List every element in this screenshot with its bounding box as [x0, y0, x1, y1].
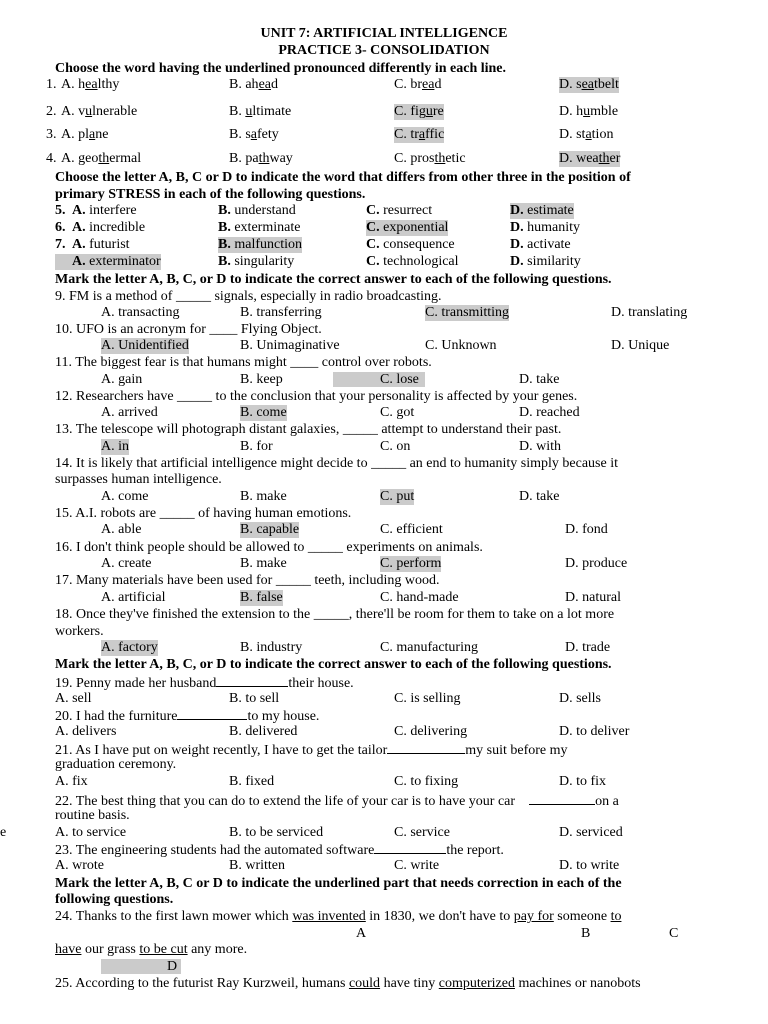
option-a: A. fix: [55, 774, 88, 789]
section5-instruction-line1: Mark the letter A, B, C or D to indicate the underlined part that needs correction in each of the: [55, 876, 622, 891]
option-d: D. Unique: [611, 338, 670, 353]
section2-instruction-line2: primary STRESS in each of the following questions.: [55, 187, 366, 202]
section4-instruction: Mark the letter A, B, C, or D to indicate the correct answer to each of the following questions.: [55, 657, 612, 672]
option-d: D. reached: [519, 405, 580, 420]
question-stem: 22. The best thing that you can do to extend the life of your car is to have your car on a: [55, 794, 619, 809]
option-a: A. exterminator: [55, 254, 161, 270]
option-b: B. come: [240, 405, 287, 420]
question-stem: 17. Many materials have been used for _____ teeth, including wood.: [55, 573, 440, 588]
option-d: D. with: [519, 439, 561, 454]
option-d: D. similarity: [510, 254, 581, 269]
q24-label-d: D: [167, 959, 178, 974]
option-c: C. put: [380, 489, 415, 504]
question-stem: 19. Penny made her husband their house.: [55, 676, 354, 691]
question-stem: 14. It is likely that artificial intelligence might decide to _____ an end to humanity simply because it: [55, 456, 618, 471]
q24-underline-a: was invented: [292, 909, 366, 924]
answer-blank: [177, 707, 247, 720]
question-stem-cont: surpasses human intelligence.: [55, 472, 222, 487]
option-a: A. create: [101, 556, 152, 571]
option-a: A. plane: [61, 127, 109, 142]
option-d: D. produce: [565, 556, 628, 571]
option-d: D. to deliver: [559, 724, 630, 739]
question-stem: 10. UFO is an acronym for ____ Flying Object.: [55, 322, 322, 337]
option-b: B. make: [240, 556, 287, 571]
option-d: D. translating: [611, 305, 688, 320]
option-d: D. natural: [565, 590, 621, 605]
option-b: B. delivered: [229, 724, 298, 739]
option-d: D. station: [559, 127, 614, 142]
option-b: B. written: [229, 858, 285, 873]
question-number: 1.: [46, 77, 57, 92]
option-d: D. weather: [559, 151, 621, 166]
question-stem: 20. I had the furniture to my house.: [55, 709, 320, 724]
option-c: C. hand-made: [380, 590, 459, 605]
option-b: B. capable: [240, 522, 300, 537]
option-c: C. write: [394, 858, 440, 873]
question-stem: 18. Once they've finished the extension to the _____, there'll be room for them to take on a lot more: [55, 607, 615, 622]
option-b: B. malfunction: [218, 237, 302, 252]
option-c: C. consequence: [366, 237, 455, 252]
section3-instruction: Mark the letter A, B, C, or D to indicate the correct answer to each of the following questions.: [55, 272, 612, 287]
question-stem-cont: graduation ceremony.: [55, 757, 177, 772]
option-b: B. understand: [218, 203, 296, 218]
option-d: D. activate: [510, 237, 571, 252]
question-24-line2: have our grass to be cut any more.: [55, 942, 248, 957]
option-d: D. to fix: [559, 774, 607, 789]
option-b: B. pathway: [229, 151, 293, 166]
option-a: A. vulnerable: [61, 104, 138, 119]
option-a: A. in: [101, 439, 129, 454]
option-c: C. resurrect: [366, 203, 433, 218]
answer-blank: [216, 674, 288, 687]
option-a: A. geothermal: [61, 151, 142, 166]
q24-underline-c: to: [610, 909, 622, 924]
option-c: C. is selling: [394, 691, 461, 706]
question-stem: 21. As I have put on weight recently, I have to get the tailor my suit before my: [55, 743, 568, 758]
option-a: A. wrote: [55, 858, 104, 873]
option-d: D. sells: [559, 691, 601, 706]
option-a: A. futurist: [72, 237, 130, 252]
option-d: D. estimate: [510, 203, 574, 218]
option-d: D. humble: [559, 104, 619, 119]
question-number: 2.: [46, 104, 57, 119]
option-d: D. to write: [559, 858, 620, 873]
option-b: B. false: [240, 590, 283, 605]
option-c: C. technological: [366, 254, 459, 269]
option-a: A. delivers: [55, 724, 117, 739]
question-number: 5.: [55, 203, 66, 218]
q24-underline-b: pay for: [513, 909, 554, 924]
option-c: C. lose: [380, 372, 419, 387]
option-b: B. singularity: [218, 254, 295, 269]
question-stem: 15. A.I. robots are _____ of having human emotions.: [55, 506, 352, 521]
section5-instruction-line2: following questions.: [55, 892, 174, 907]
option-c: C. transmitting: [425, 305, 509, 320]
option-c: C. figure: [394, 104, 444, 119]
option-a: A. incredible: [72, 220, 146, 235]
question-stem-cont: workers.: [55, 624, 104, 639]
option-a: A. sell: [55, 691, 92, 706]
option-b: B. exterminate: [218, 220, 301, 235]
answer-blank: [387, 741, 465, 754]
question-24-line1: 24. Thanks to the first lawn mower which was invented in 1830, we don't have to pay for someone to: [55, 909, 622, 924]
option-d: D. take: [519, 372, 560, 387]
option-b: B. to be serviced: [229, 825, 324, 840]
option-d: D. trade: [565, 640, 611, 655]
section2-instruction-line1: Choose the letter A, B, C or D to indicate the word that differs from other three in the position of: [55, 170, 631, 185]
option-a: A. able: [101, 522, 142, 537]
option-a: A. to service: [55, 825, 127, 840]
question-stem: 13. The telescope will photograph distant galaxies, _____ attempt to understand their past.: [55, 422, 562, 437]
question-number: 7.: [55, 237, 66, 252]
question-stem: 9. FM is a method of _____ signals, especially in radio broadcasting.: [55, 289, 442, 304]
option-a: A. arrived: [101, 405, 158, 420]
option-c: C. delivering: [394, 724, 468, 739]
option-b: B. transferring: [240, 305, 322, 320]
option-b: B. industry: [240, 640, 303, 655]
option-a: A. healthy: [61, 77, 120, 92]
question-stem: 16. I don't think people should be allowed to _____ experiments on animals.: [55, 540, 483, 555]
question-stem: 23. The engineering students had the automated software the report.: [55, 843, 504, 858]
option-c: C. to fixing: [394, 774, 459, 789]
option-c: C. prosthetic: [394, 151, 466, 166]
question-stem: 12. Researchers have _____ to the conclusion that your personality is affected by your genes.: [55, 389, 578, 404]
q24-label-a: A: [356, 926, 367, 941]
question-number: 3.: [46, 127, 57, 142]
page-subtitle: PRACTICE 3- CONSOLIDATION: [278, 43, 490, 58]
option-b: B. make: [240, 489, 287, 504]
margin-fragment: e: [0, 825, 6, 840]
q24-underline-d: to be cut: [139, 942, 188, 957]
option-b: B. safety: [229, 127, 279, 142]
option-d: D. humanity: [510, 220, 581, 235]
page-title: UNIT 7: ARTIFICIAL INTELLIGENCE: [260, 26, 508, 41]
option-c: C. Unknown: [425, 338, 497, 353]
option-b: B. ahead: [229, 77, 278, 92]
option-c: C. perform: [380, 556, 442, 571]
question-25: 25. According to the futurist Ray Kurzweil, humans could have tiny computerized machines or nanobots: [55, 976, 641, 991]
option-d: D. fond: [565, 522, 608, 537]
option-a: A. gain: [101, 372, 143, 387]
option-a: A. factory: [101, 640, 158, 655]
option-c: C. manufacturing: [380, 640, 478, 655]
answer-blank: [529, 792, 595, 805]
section1-instruction: Choose the word having the underlined pronounced differently in each line.: [55, 61, 507, 76]
option-b: B. keep: [240, 372, 283, 387]
option-b: B. for: [240, 439, 273, 454]
option-c: C. exponential: [366, 220, 449, 235]
option-a: A. interfere: [72, 203, 137, 218]
option-c: C. bread: [394, 77, 442, 92]
option-a: A. Unidentified: [101, 338, 189, 353]
option-d: D. serviced: [559, 825, 623, 840]
option-c: C. got: [380, 405, 415, 420]
option-a: A. come: [101, 489, 149, 504]
question-stem-cont: routine basis.: [55, 808, 130, 823]
option-a: A. transacting: [101, 305, 180, 320]
option-d: D. take: [519, 489, 560, 504]
option-a: A. artificial: [101, 590, 166, 605]
option-c: C. efficient: [380, 522, 443, 537]
option-b: B. fixed: [229, 774, 275, 789]
option-b: B. to sell: [229, 691, 280, 706]
option-b: B. Unimaginative: [240, 338, 340, 353]
option-c: C. traffic: [394, 127, 445, 142]
question-number: 4.: [46, 151, 57, 166]
q24-label-b: B: [581, 926, 591, 941]
answer-blank: [374, 841, 446, 854]
option-c: C. on: [380, 439, 411, 454]
option-d: D. seatbelt: [559, 77, 619, 92]
question-number: 6.: [55, 220, 66, 235]
option-c: C. service: [394, 825, 450, 840]
q24-label-c: C: [669, 926, 679, 941]
option-b: B. ultimate: [229, 104, 292, 119]
question-stem: 11. The biggest fear is that humans might ____ control over robots.: [55, 355, 432, 370]
